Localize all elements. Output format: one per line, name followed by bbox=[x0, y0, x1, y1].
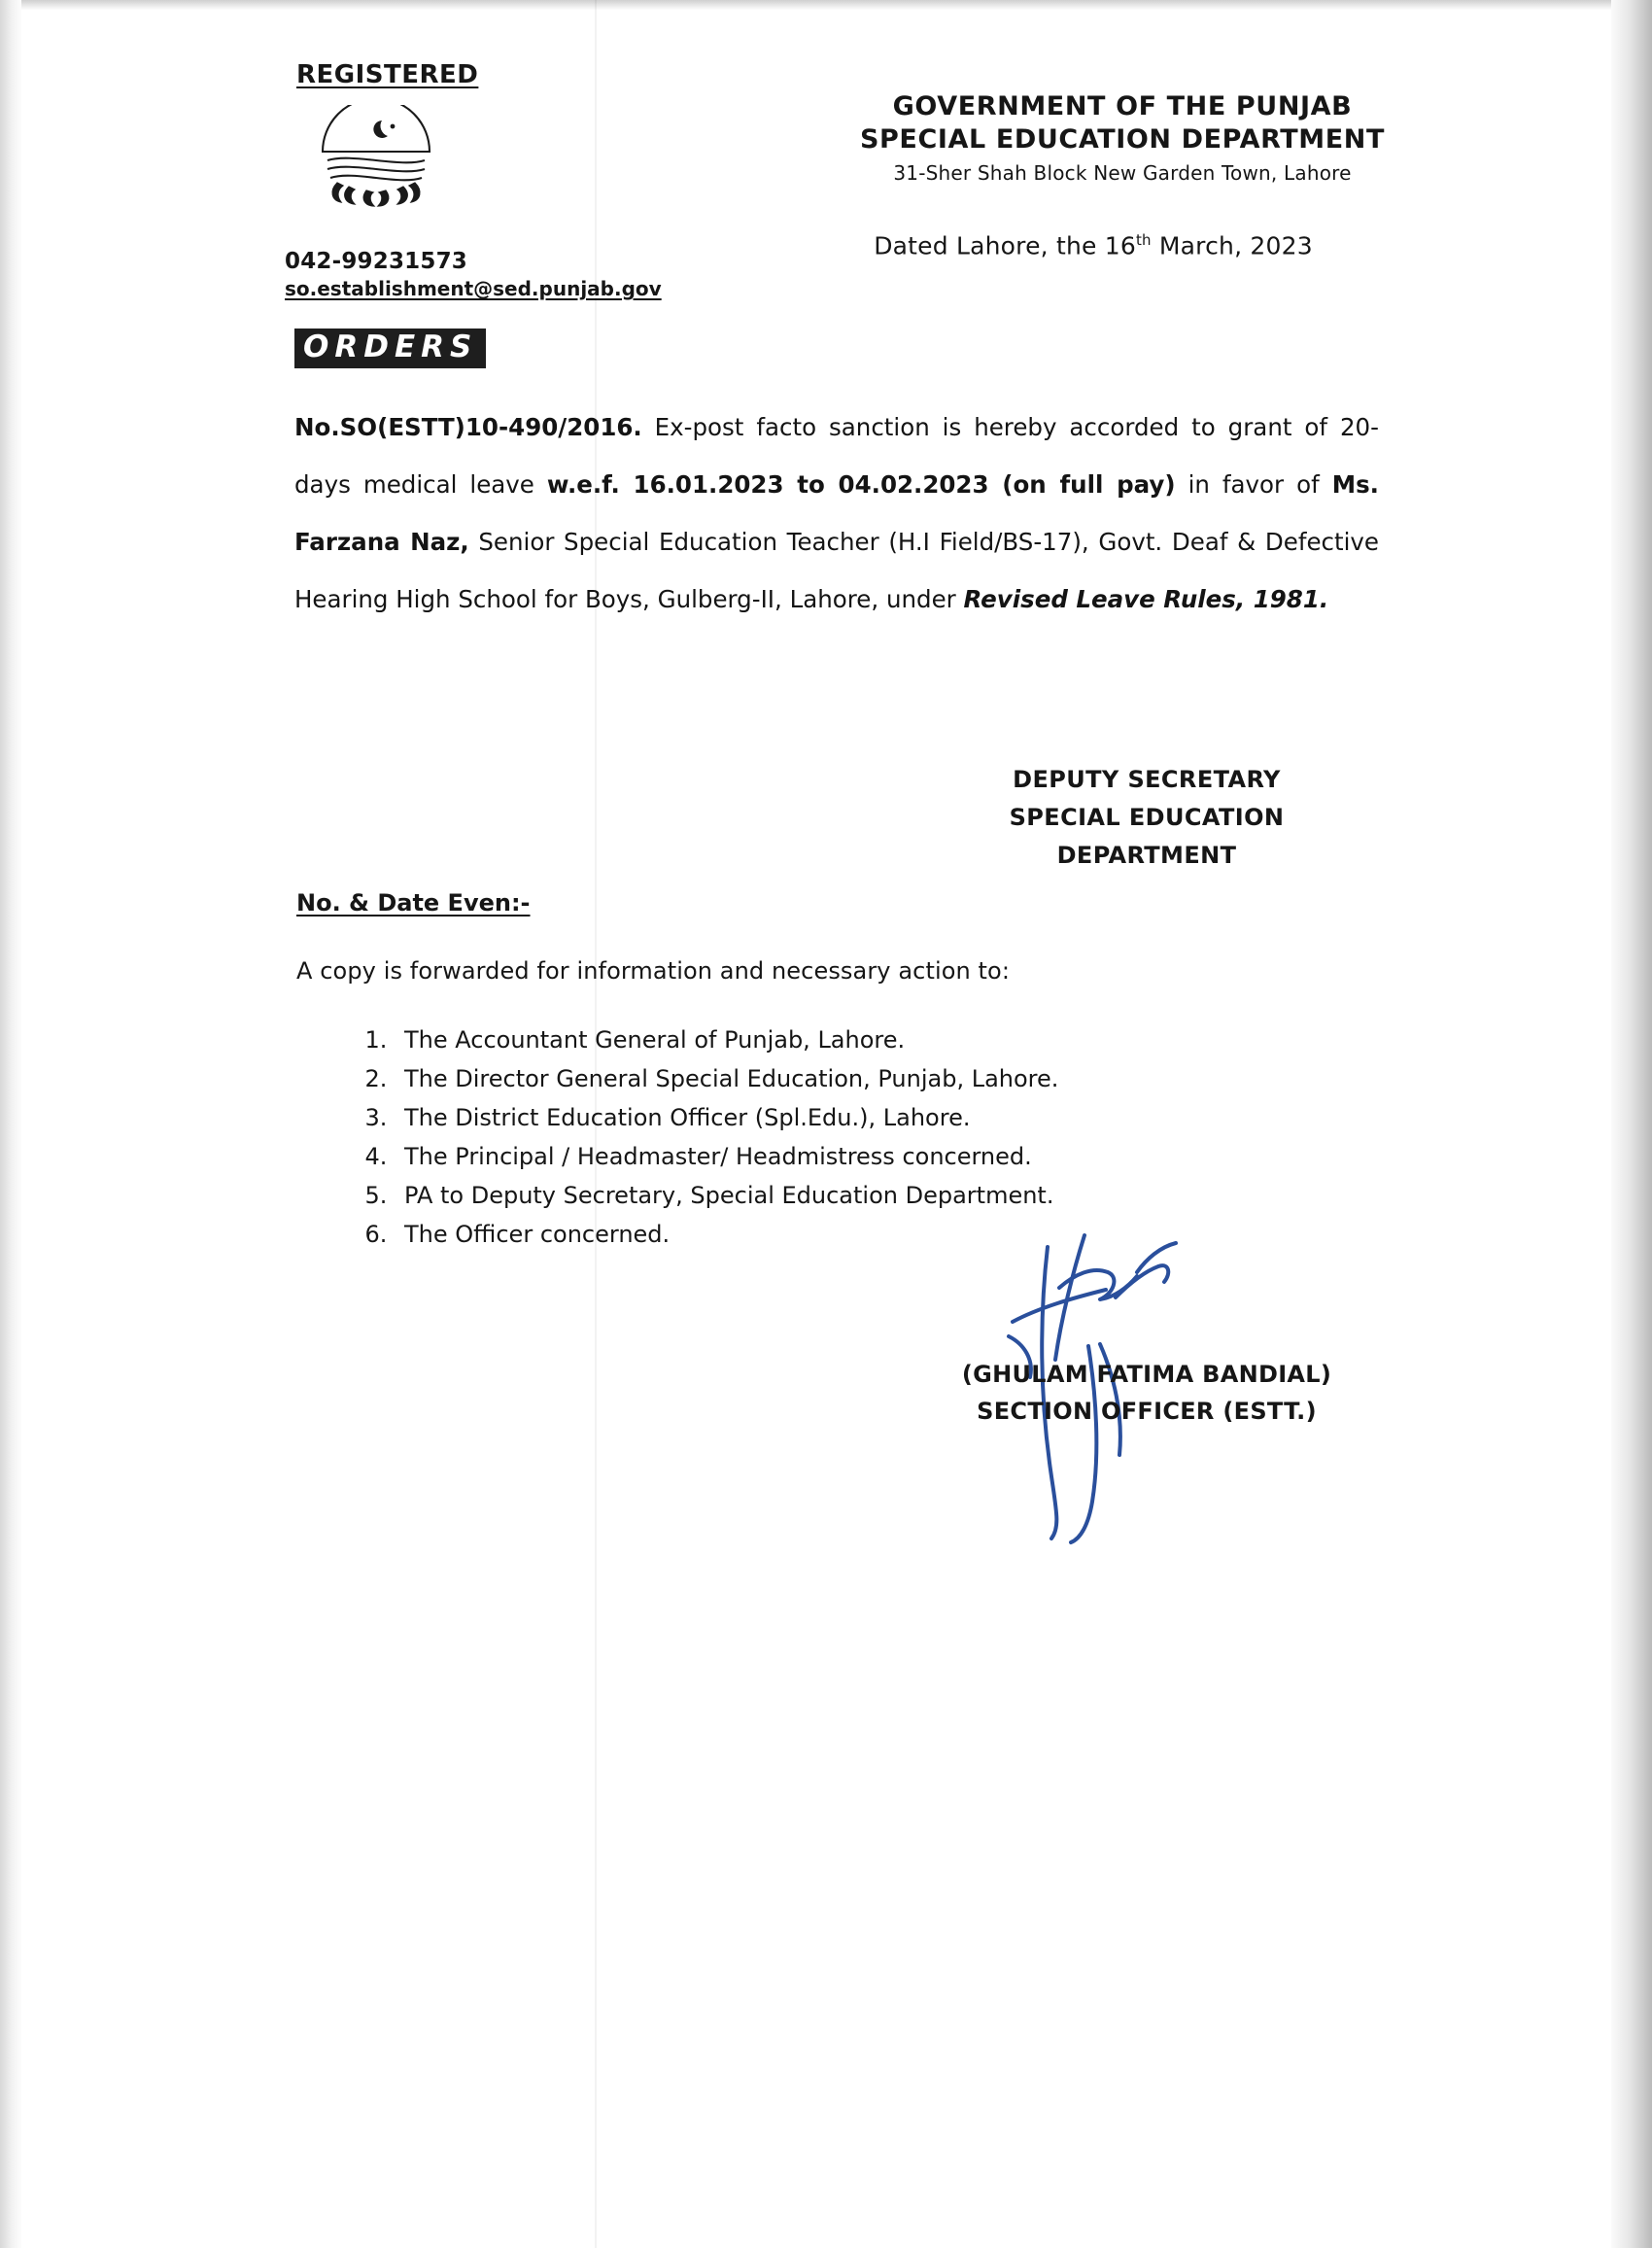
letterhead-government-line: GOVERNMENT OF THE PUNJAB bbox=[892, 91, 1353, 121]
order-person-name: Ms. Farzana Naz, bbox=[294, 470, 1379, 556]
dated-suffix: March, 2023 bbox=[1151, 231, 1313, 260]
signature-officer-name: (GHULAM FATIMA BANDIAL) bbox=[961, 1361, 1332, 1388]
endorsement-intro: A copy is forwarded for information and necessary action to: bbox=[296, 957, 1011, 985]
signatory-line-3: DEPARTMENT bbox=[1056, 842, 1237, 869]
list-item: 3. The District Education Officer (Spl.Edu.), Lahore. bbox=[395, 1098, 1058, 1137]
signatory-line-2: SPECIAL EDUCATION bbox=[1009, 804, 1285, 831]
signature-name-block bbox=[875, 1356, 1419, 1430]
list-item: 5. PA to Deputy Secretary, Special Education Department. bbox=[395, 1176, 1058, 1215]
order-rules-reference: Revised Leave Rules, 1981. bbox=[963, 585, 1329, 613]
endorsement-heading: No. & Date Even:- bbox=[296, 889, 531, 916]
signatory-designation-block bbox=[875, 761, 1419, 875]
order-reference-number: No.SO(ESTT)10-490/2016. bbox=[294, 413, 642, 441]
order-text-part-2: in favor of bbox=[1175, 470, 1332, 499]
list-item: 1. The Accountant General of Punjab, Lahore. bbox=[395, 1020, 1058, 1059]
order-text-part-3: Senior Special Education Teacher (H.I Field/BS-17), Govt. Deaf & Defective Hearing High School for Boys, Gulberg-II, Lahore, under bbox=[294, 528, 1379, 613]
registered-stamp: REGISTERED bbox=[296, 60, 479, 89]
letterhead-department-line: SPECIAL EDUCATION DEPARTMENT bbox=[859, 124, 1386, 155]
order-text-part-1: Ex-post facto sanction is hereby accorded to grant of 20-days medical leave bbox=[294, 413, 1379, 499]
list-item: 2. The Director General Special Education, Punjab, Lahore. bbox=[395, 1059, 1058, 1098]
order-leave-period: w.e.f. 16.01.2023 to 04.02.2023 (on full pay) bbox=[546, 470, 1176, 499]
contact-phone: 042-99231573 bbox=[285, 249, 467, 274]
dated-ordinal-suffix: th bbox=[1135, 231, 1152, 249]
list-item: 4. The Principal / Headmaster/ Headmistress concerned. bbox=[395, 1137, 1058, 1176]
signature-officer-designation: SECTION OFFICER (ESTT.) bbox=[977, 1398, 1317, 1425]
letterhead-address: 31-Sher Shah Block New Garden Town, Lahore bbox=[893, 161, 1352, 185]
orders-banner: ORDERS bbox=[294, 329, 486, 368]
endorsement-recipient-list bbox=[350, 1020, 1058, 1254]
dated-prefix: Dated Lahore, the 16 bbox=[874, 231, 1136, 260]
punjab-government-crest-icon bbox=[298, 105, 454, 210]
order-body-paragraph bbox=[294, 398, 1379, 628]
contact-email: so.establishment@sed.punjab.gov bbox=[285, 277, 662, 300]
list-item: 6. The Officer concerned. bbox=[395, 1215, 1058, 1254]
signatory-line-1: DEPUTY SECRETARY bbox=[1013, 766, 1281, 793]
dated-line bbox=[792, 231, 1394, 259]
